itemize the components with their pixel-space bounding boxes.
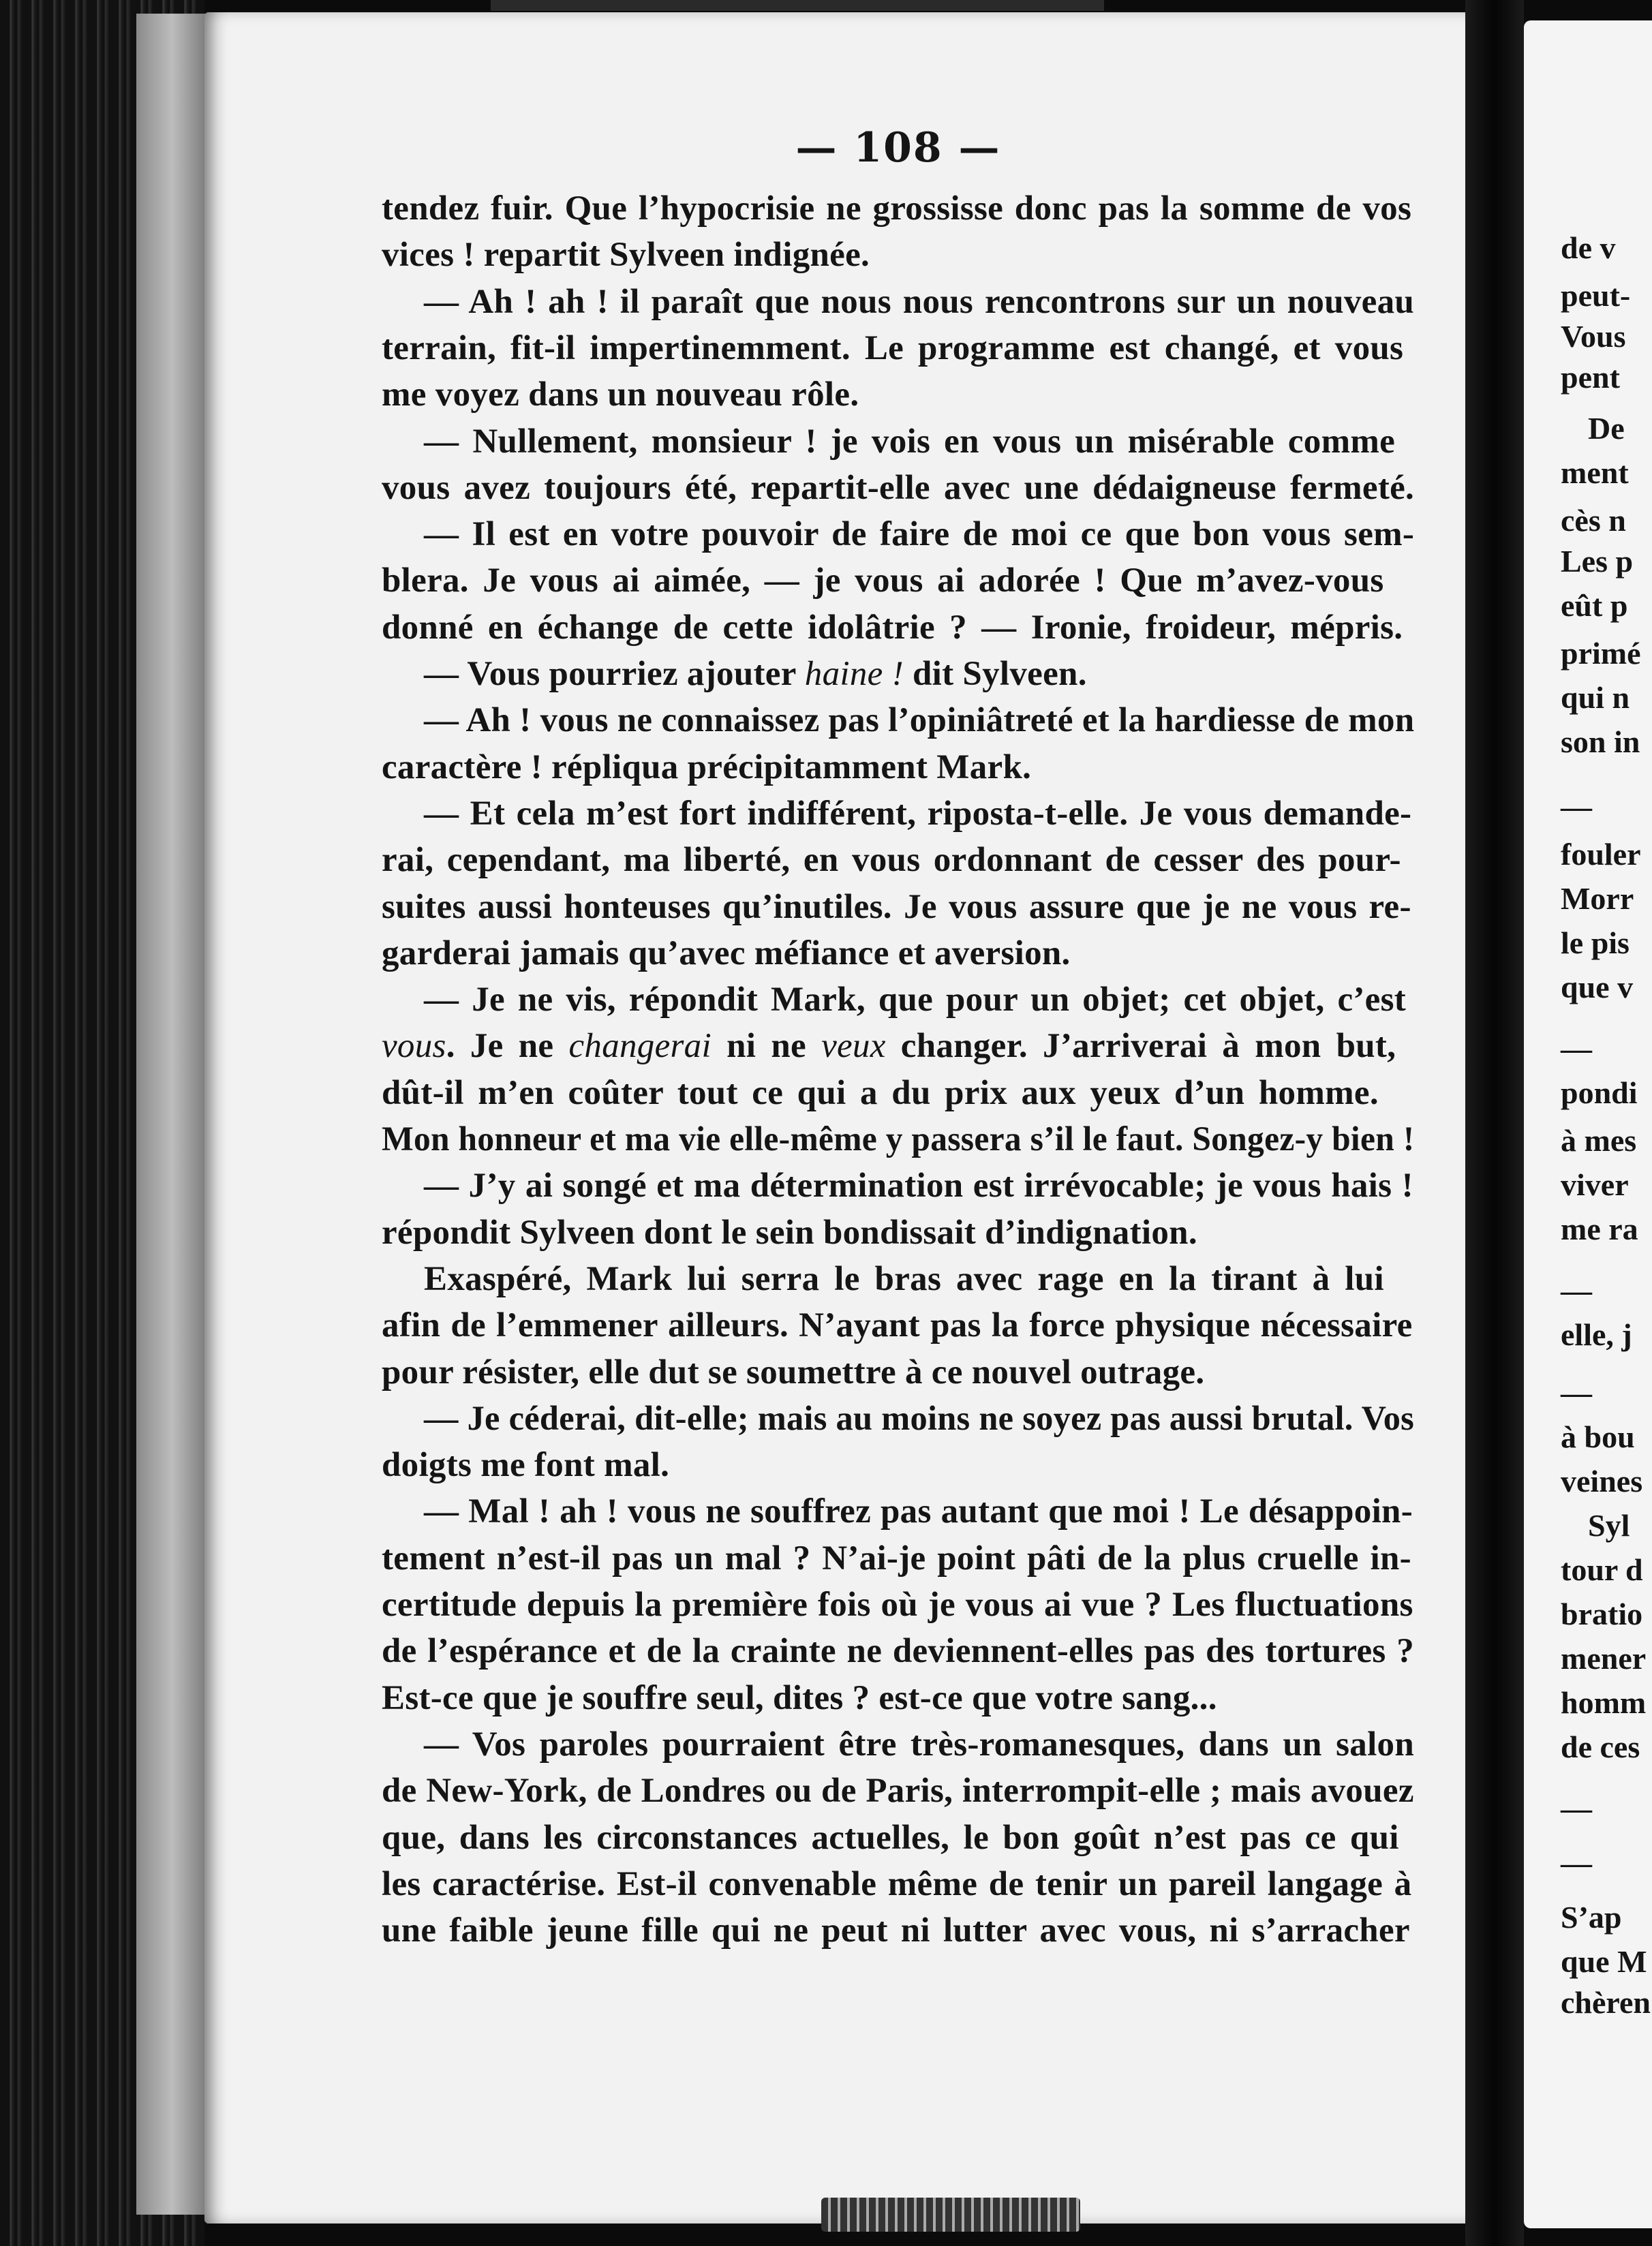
top-binding-shadow (491, 0, 1104, 11)
right-page-line: — (1561, 1845, 1592, 1880)
right-page-line: à bou (1561, 1419, 1635, 1454)
right-page-line: cès n (1561, 503, 1626, 538)
text-line: certitude depuis la première fois où je vous ai vue ? Les fluctuations (382, 1586, 1413, 1624)
right-page-line: son in (1561, 724, 1640, 759)
text-line: doigts me font mal. (382, 1446, 670, 1485)
right-page-line: qui n (1561, 680, 1630, 715)
text-line (382, 1021, 1396, 1071)
text-line: vices ! repartit Sylveen indignée. (382, 236, 870, 275)
right-page-line: veines (1561, 1464, 1643, 1498)
right-page-line: primé (1561, 636, 1641, 671)
right-page-line: — (1561, 1273, 1592, 1308)
right-page-line: mener (1561, 1641, 1647, 1676)
text-line: — J’y ai songé et ma détermination est irrévocable; je vous hais ! (424, 1167, 1413, 1205)
right-page-line: Syl (1588, 1508, 1630, 1543)
book-gutter (1465, 0, 1524, 2246)
text-run: haine ! (804, 655, 904, 693)
text-line: vous avez toujours été, repartit-elle avec une dédaigneuse fermeté. (382, 468, 1415, 507)
right-page-line: chèren (1561, 1985, 1651, 2020)
text-line: suites aussi honteuses qu’inutiles. Je vous assure que je ne vous re- (382, 887, 1411, 926)
page-edge-strip (136, 14, 208, 2215)
right-page-line: Les p (1561, 544, 1634, 579)
right-page-line: que v (1561, 970, 1634, 1004)
right-page-line: que M (1561, 1944, 1647, 1979)
right-page-line: De (1588, 411, 1625, 446)
right-page-line: bratio (1561, 1597, 1643, 1631)
text-line: afin de l’emmener ailleurs. N’ayant pas la force physique nécessaire (382, 1306, 1413, 1345)
page-number: — 108 — (795, 124, 1001, 172)
text-line: les caractérise. Est-il convenable même de tenir un pareil langage à (382, 1864, 1412, 1903)
text-line: garderai jamais qu’avec méfiance et aversion. (382, 934, 1071, 972)
text-line: Mon honneur et ma vie elle-même y passera s’il le faut. Songez-y bien ! (382, 1120, 1415, 1158)
right-page-line: me ra (1561, 1212, 1638, 1246)
text-line: — Je ne vis, répondit Mark, que pour un objet; cet objet, c’est (424, 981, 1407, 1019)
text-line: — Et cela m’est fort indifférent, riposta-t-elle. Je vous demande- (424, 794, 1412, 833)
text-line: — Ah ! ah ! il paraît que nous nous rencontrons sur un nouveau (424, 282, 1415, 321)
text-line: pour résister, elle dut se soumettre à ce nouvel outrage. (382, 1353, 1205, 1391)
text-line: Est-ce que je souffre seul, dites ? est-ce que votre sang... (382, 1678, 1217, 1717)
right-page-line: S’ap (1561, 1900, 1622, 1935)
text-run: . Je ne (446, 1027, 569, 1066)
text-line: que, dans les circonstances actuelles, le bon goût n’est pas ce qui (382, 1818, 1399, 1857)
right-page-line: Morr (1561, 881, 1634, 916)
right-page-line: — (1561, 1791, 1592, 1826)
right-page-line: tour d (1561, 1552, 1643, 1587)
text-line: dût-il m’en coûter tout ce qui a du prix aux yeux d’un homme. (382, 1073, 1379, 1112)
right-page-line: de v (1561, 230, 1616, 265)
text-run: — Vous pourriez ajouter (424, 655, 805, 693)
bottom-page-tabs (821, 2198, 1080, 2232)
right-page-line: fouler (1561, 837, 1641, 872)
text-line: — Ah ! vous ne connaissez pas l’opiniâtreté et la hardiesse de mon (424, 701, 1415, 740)
text-line: donné en échange de cette idolâtrie ? — Ironie, froideur, mépris. (382, 608, 1403, 647)
text-line: rai, cependant, ma liberté, en vous ordonnant de cesser des pour- (382, 841, 1401, 880)
text-line: Exaspéré, Mark lui serra le bras avec rage en la tirant à lui (424, 1259, 1384, 1298)
text-line: de New-York, de Londres ou de Paris, interrompit-elle ; mais avouez (382, 1772, 1414, 1811)
right-page-line: à mes (1561, 1123, 1637, 1158)
text-line: — Nullement, monsieur ! je vois en vous un misérable comme (424, 422, 1396, 461)
text-run: dit Sylveen. (903, 655, 1087, 693)
right-page-line: — (1561, 1031, 1592, 1066)
right-page-line: le pis (1561, 925, 1630, 960)
right-page-line: pondi (1561, 1075, 1638, 1110)
right-page-line: — (1561, 789, 1592, 824)
text-line: de l’espérance et de la crainte ne deviennent-elles pas des tortures ? (382, 1632, 1415, 1671)
text-run: changer. J’arriverai à mon but, (885, 1027, 1396, 1066)
text-line: me voyez dans un nouveau rôle. (382, 375, 859, 414)
text-line: — Je céderai, dit-elle; mais au moins ne soyez pas aussi brutal. Vos (424, 1399, 1415, 1438)
text-line: caractère ! répliqua précipitamment Mark. (382, 748, 1032, 786)
right-page-line: pent (1561, 360, 1620, 395)
right-page-line: elle, j (1561, 1317, 1632, 1352)
text-run: vous (382, 1027, 446, 1066)
right-page-line: Vous (1561, 319, 1626, 354)
text-run: veux (821, 1027, 886, 1066)
right-page-line: eût p (1561, 588, 1628, 623)
right-page-line: ment (1561, 455, 1629, 490)
text-line: tement n’est-il pas un mal ? N’ai-je point pâti de la plus cruelle in- (382, 1539, 1411, 1578)
text-line (424, 649, 1087, 698)
text-line: — Mal ! ah ! vous ne souffrez pas autant que moi ! Le désappoin- (424, 1492, 1413, 1531)
right-page-line: de ces (1561, 1729, 1640, 1764)
right-page-line: homm (1561, 1685, 1647, 1720)
text-line: — Vos paroles pourraient être très-romanesques, dans un salon (424, 1725, 1415, 1764)
right-page-line: peut- (1561, 278, 1631, 313)
right-page-line: — (1561, 1375, 1592, 1410)
text-line: tendez fuir. Que l’hypocrisie ne grossisse donc pas la somme de vos (382, 189, 1412, 228)
text-line: blera. Je vous ai aimée, — je vous ai adorée ! Que m’avez-vous (382, 562, 1384, 600)
text-run: ni ne (711, 1027, 822, 1066)
right-page-line: viver (1561, 1167, 1629, 1202)
text-line: terrain, fit-il impertinemment. Le programme est changé, et vous (382, 328, 1404, 367)
text-line: répondit Sylveen dont le sein bondissait d’indignation. (382, 1213, 1197, 1252)
text-line: — Il est en votre pouvoir de faire de moi ce que bon vous sem- (424, 515, 1415, 554)
text-line: une faible jeune fille qui ne peut ni lutter avec vous, ni s’arracher (382, 1911, 1410, 1950)
text-run: changerai (568, 1027, 712, 1066)
